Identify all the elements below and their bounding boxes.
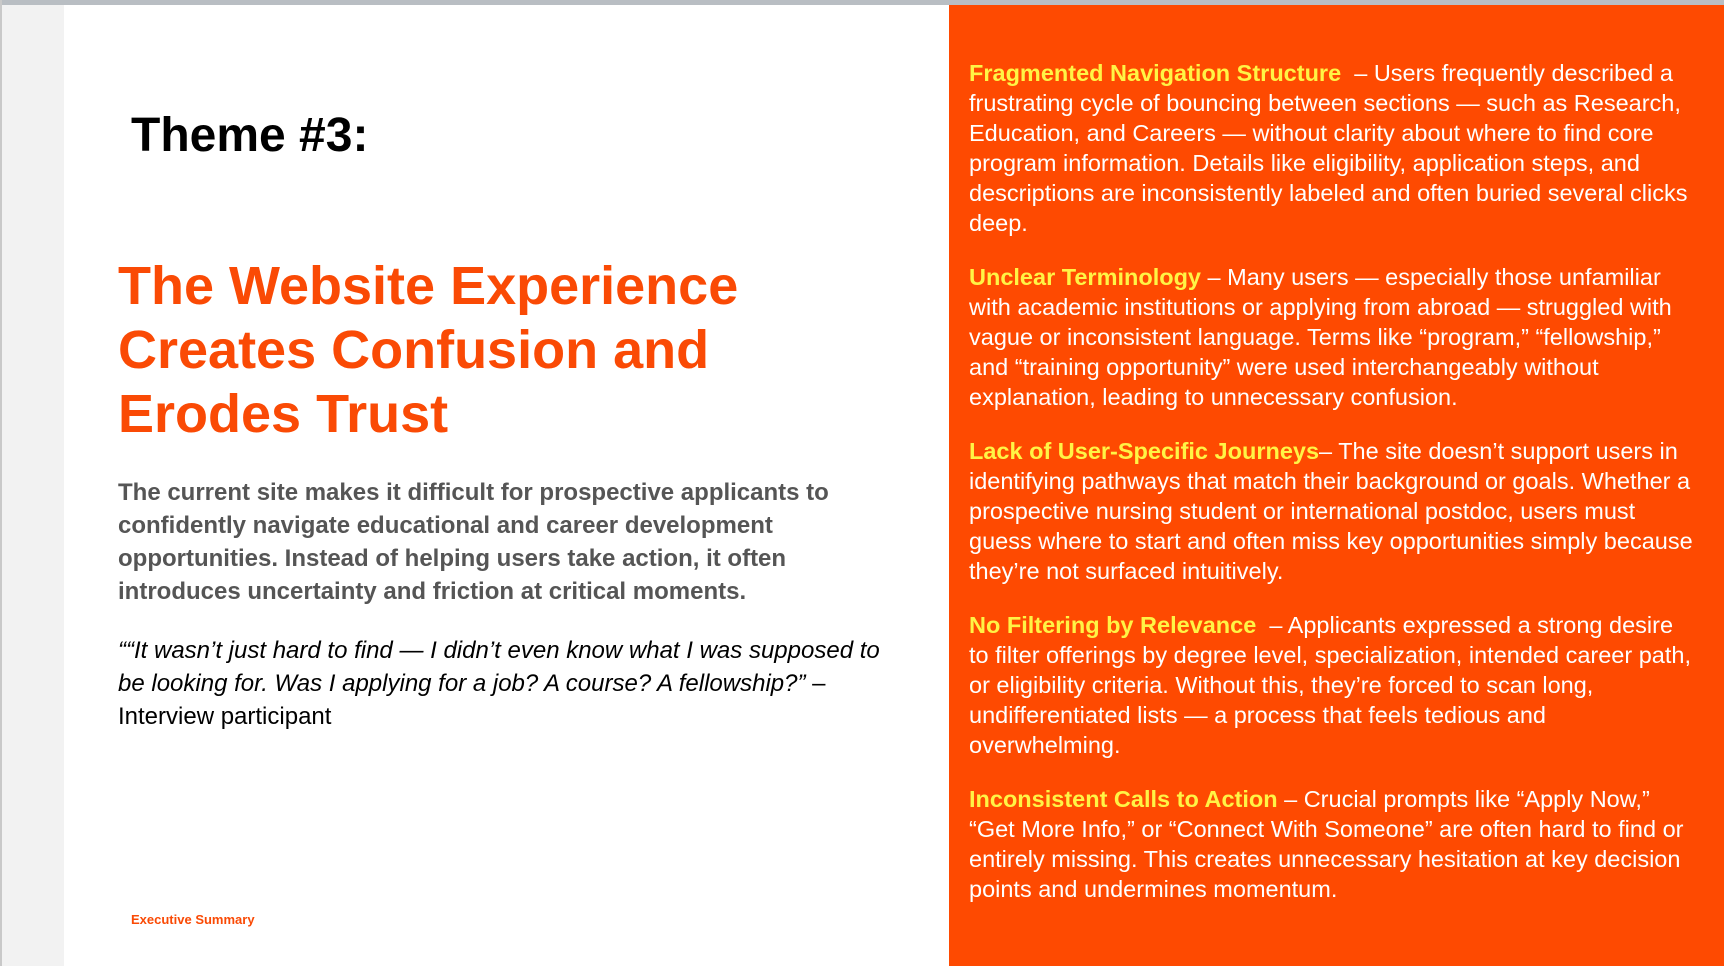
quote-attribution: – Interview participant [118,670,826,730]
finding-text: – Applicants expressed a strong desire to filter offerings by degree level, specialization, intended career path, or eligibility criteria. Without this, they’re forced to scan long, undifferentiated lists — a process that feels tedious and overwhelming. [969,612,1691,758]
quote-text: ““It wasn’t just hard to find — I didn’t even know what I was supposed to be looking for. Was I applying for a job? A course? A fellowship?” [118,637,880,697]
finding-title: Unclear Terminology [969,264,1202,290]
finding-title: Inconsistent Calls to Action [969,786,1278,812]
finding-title: Fragmented Navigation Structure [969,60,1342,86]
participant-quote [118,634,888,733]
finding-item [969,262,1699,412]
finding-title: Lack of User-Specific Journeys [969,438,1320,464]
findings-list [969,58,1699,928]
finding-item [969,58,1699,238]
finding-text: – Users frequently described a frustrating cycle of bouncing between sections — such as Research, Education, and Careers — without clarity about where to find core program information. Details like eligibility, application steps, and descriptions are inconsistently labeled and often buried several clicks deep. [969,60,1688,236]
finding-text: – Many users — especially those unfamiliar with academic institutions or applying from abroad — struggled with vague or inconsistent language. Terms like “program,” “fellowship,” and “training opportunity” were used interchangeably without explanation, leading to unnecessary confusion. [969,264,1672,410]
footer-label: Executive Summary [131,912,255,927]
finding-item [969,784,1699,904]
finding-text: – The site doesn’t support users in identifying pathways that match their background or goals. Whether a prospective nursing student or international postdoc, users must guess where to start and often miss key opportunities simply because they’re not surfaced intuitively. [969,438,1693,584]
slide-headline: The Website Experience Creates Confusion and Erodes Trust [118,256,739,444]
finding-item [969,610,1699,760]
theme-label: Theme #3: [131,109,369,162]
finding-item [969,436,1699,586]
finding-text: – Crucial prompts like “Apply Now,” “Get More Info,” or “Connect With Someone” are often hard to find or entirely missing. This creates unnecessary hesitation at key decision points and undermines momentum. [969,786,1684,902]
left-gutter [2,5,64,966]
summary-paragraph: The current site makes it difficult for prospective applicants to confidently navigate educational and career development opportunities. Instead of helping users take action, it often introduces uncertainty and friction at critical moments. [118,479,829,605]
finding-title: No Filtering by Relevance [969,612,1257,638]
